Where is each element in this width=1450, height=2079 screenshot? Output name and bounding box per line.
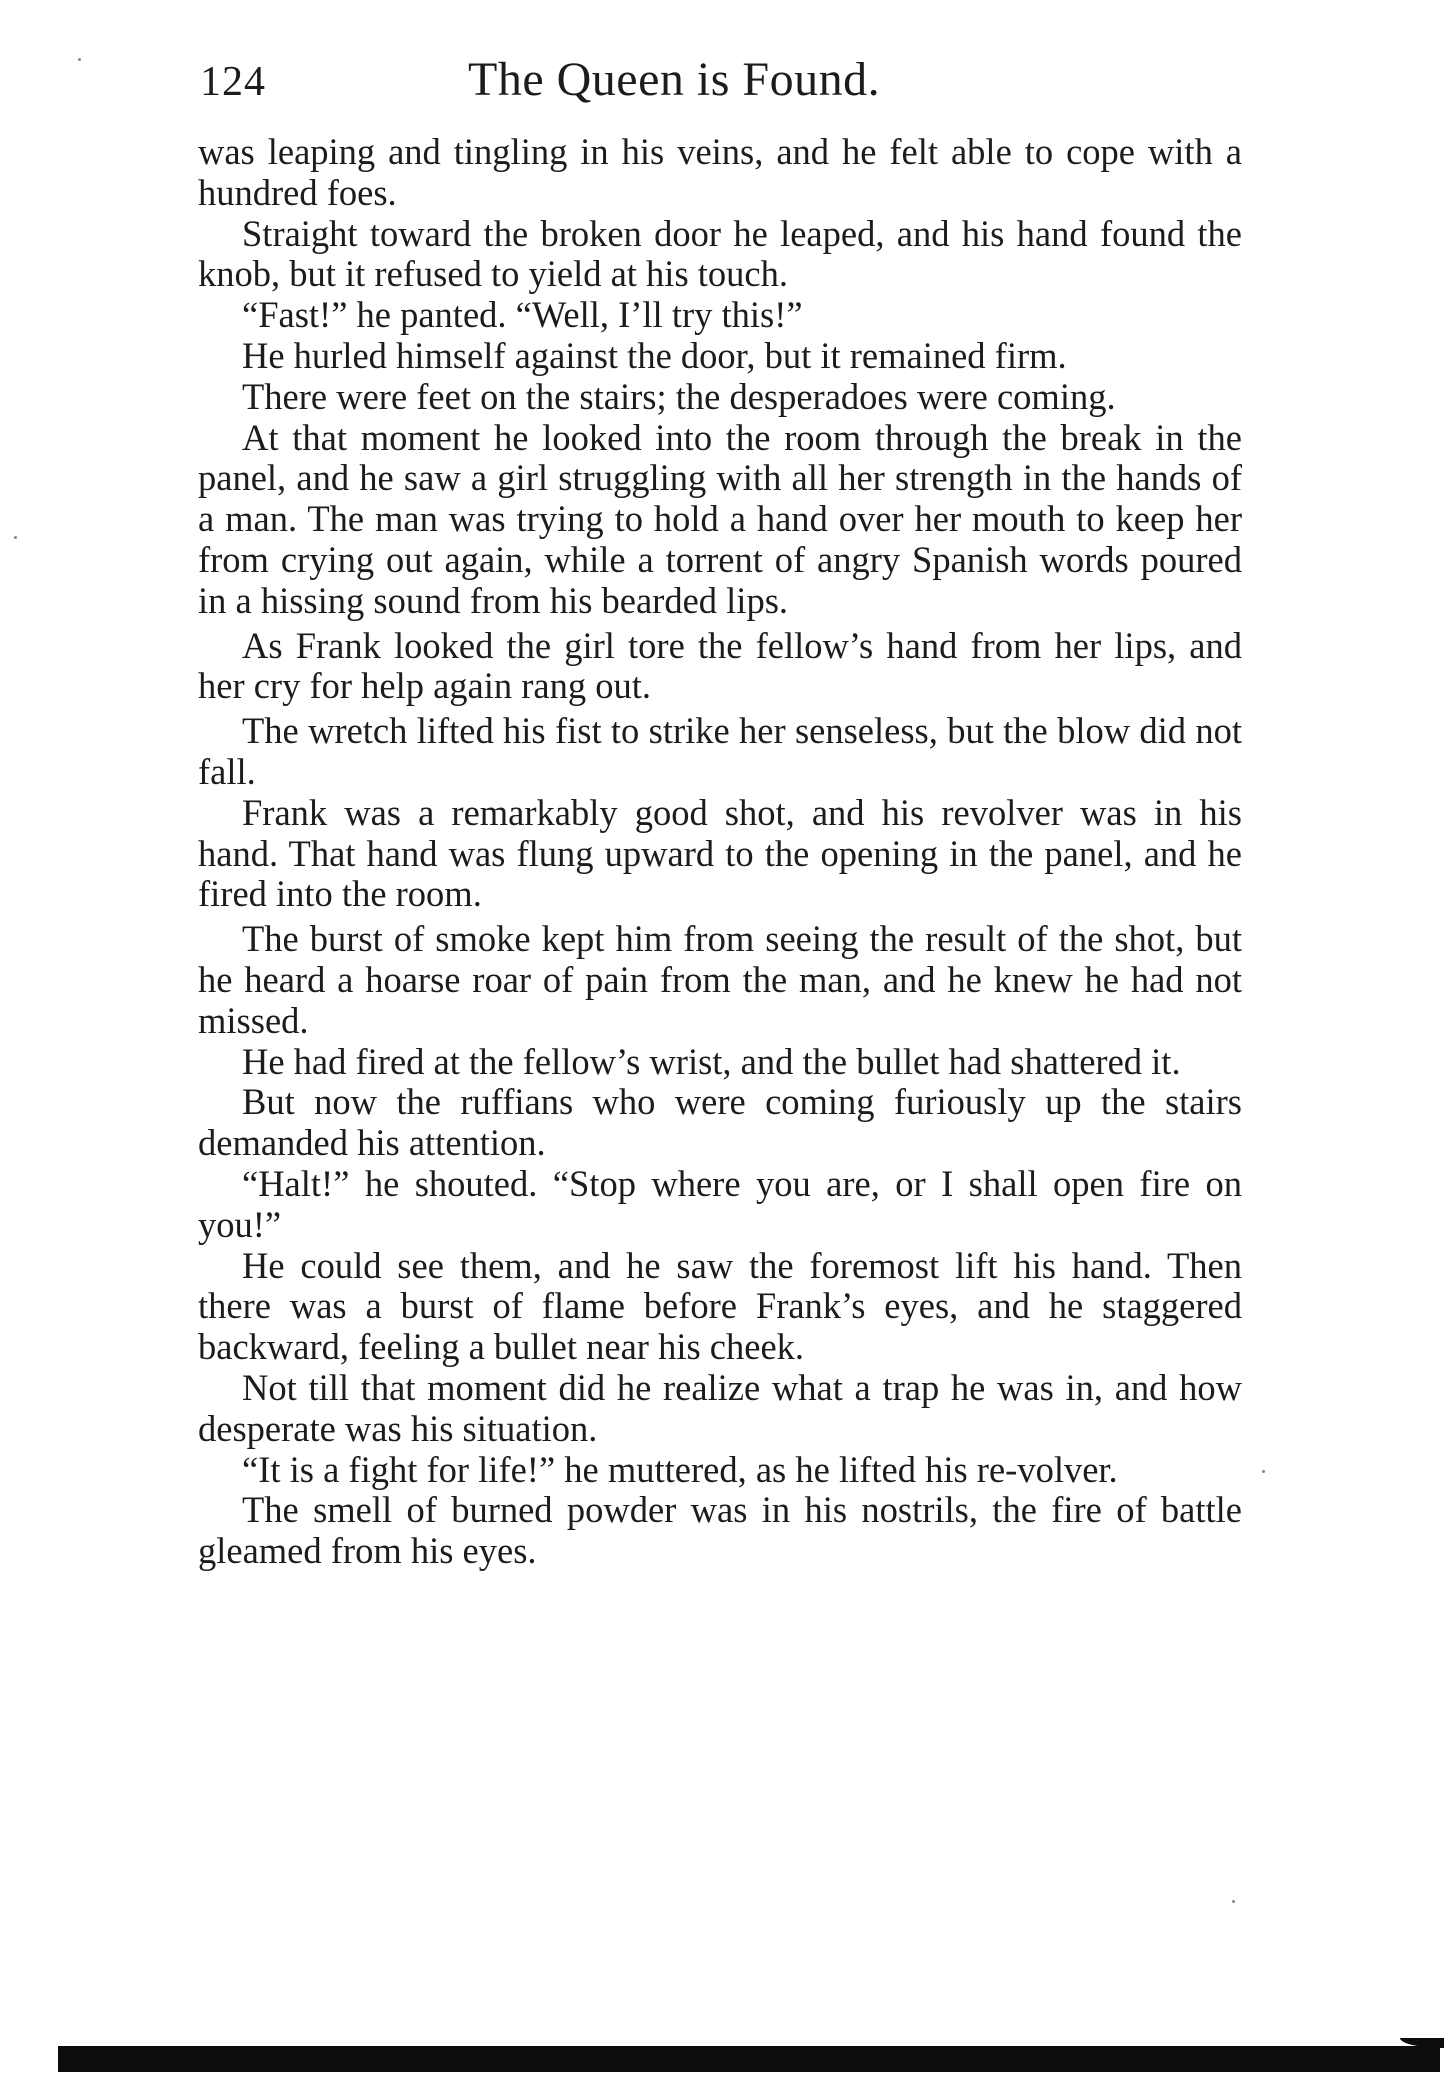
page-number: 124 (200, 59, 266, 105)
paragraph: The burst of smoke kept him from seeing the result of the shot, but he heard a hoarse roar of pain from the man, and he knew he had not missed. (198, 918, 1242, 1041)
paragraph: He had fired at the fellow’s wrist, and the bullet had shattered it. (242, 1040, 1181, 1082)
page-header (200, 52, 1240, 122)
body-text (198, 132, 1242, 1572)
paragraph: The wretch lifted his fist to strike her senseless, but the blow did not fall. (198, 710, 1242, 792)
paragraph: “Fast!” he panted. “Well, I’ll try this!” (242, 294, 803, 336)
paragraph: He hurled himself against the door, but it remained firm. (242, 334, 1067, 376)
paragraph: Straight toward the broken door he leaped, and his hand found the knob, but it refused to yield at his touch. (198, 212, 1242, 295)
paragraph: was leaping and tingling in his veins, and he felt able to cope with a hundred foes. (198, 131, 1242, 213)
scan-speck (14, 536, 17, 539)
paragraph: “It is a fight for life!” he muttered, as he lifted his re-volver. (242, 1448, 1118, 1490)
running-head: The Queen is Found. (468, 53, 881, 106)
bottom-rule (58, 2046, 1440, 2072)
paragraph: Frank was a remarkably good shot, and his revolver was in his hand. That hand was flung upward to the opening in the panel, and he fired into the room. (198, 791, 1242, 915)
paragraph: There were feet on the stairs; the desperadoes were coming. (242, 375, 1116, 417)
paragraph: As Frank looked the girl tore the fellow’s hand from her lips, and her cry for help again rang out. (198, 624, 1242, 707)
scan-speck (1262, 1470, 1265, 1473)
paragraph: Not till that moment did he realize what a trap he was in, and how desperate was his situation. (198, 1366, 1242, 1449)
paragraph: But now the ruffians who were coming furiously up the stairs demanded his attention. (198, 1081, 1242, 1164)
scan-speck (78, 58, 81, 61)
paragraph: “Halt!” he shouted. “Stop where you are, or I shall open fire on you!” (198, 1162, 1242, 1245)
paragraph: The smell of burned powder was in his nostrils, the fire of battle gleamed from his eyes. (198, 1489, 1242, 1572)
scan-speck (1232, 1900, 1235, 1903)
paragraph: At that moment he looked into the room through the break in the panel, and he saw a girl struggling with all her strength in the hands of a man. The man was trying to hold a hand over her mouth to keep her from crying out again, while a torrent of angry Spanish words poured in a hissing sound from his bearded lips. (198, 416, 1242, 621)
paragraph: He could see them, and he saw the foremost lift his hand. Then there was a burst of flame before Frank’s eyes, and he staggered backward, feeling a bullet near his cheek. (198, 1244, 1242, 1368)
